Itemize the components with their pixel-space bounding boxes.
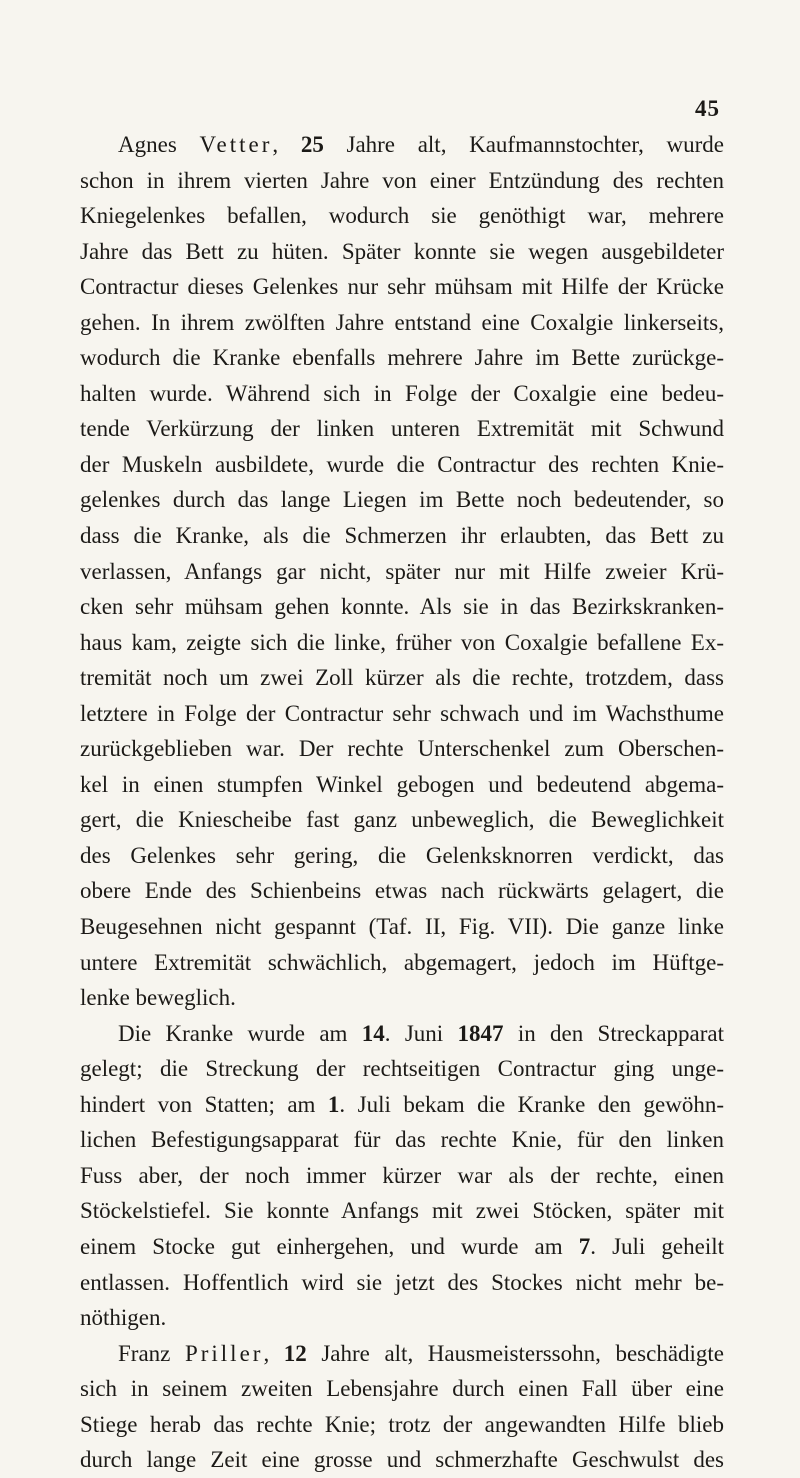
text-segment: cken sehr mühsam gehen konnte. Als sie in das Bezirkskranken- xyxy=(80,594,724,620)
text-line xyxy=(80,1265,724,1301)
text-segment: gehen. In ihrem zwölften Jahre entstand eine Coxalgie linkerseits, xyxy=(80,309,724,335)
text-line xyxy=(80,1300,724,1336)
text-segment: Contractur dieses Gelenkes nur sehr mühsam mit Hilfe der Krücke xyxy=(80,274,724,300)
text-segment: schon in ihrem vierten Jahre von einer Entzündung des rechten xyxy=(80,167,724,193)
text-line xyxy=(80,554,724,590)
text-segment: Beugesehnen nicht gespannt (Taf. II, Fig. VII). Die ganze linke xyxy=(80,914,724,940)
spaced-name: Priller xyxy=(184,1340,264,1366)
text-segment: Kniegelenkes befallen, wodurch sie genöthigt war, mehrere xyxy=(80,203,724,229)
text-segment: der Muskeln ausbildete, wurde die Contractur des rechten Knie- xyxy=(80,451,724,477)
text-segment: tremität noch um zwei Zoll kürzer als die rechte, trotzdem, dass xyxy=(80,665,724,691)
text-segment: kel in einen stumpfen Winkel gebogen und bedeutend abgema- xyxy=(80,771,724,797)
text-line xyxy=(80,1407,724,1443)
bold-number: 1847 xyxy=(457,1020,504,1046)
bold-number: 7 xyxy=(578,1233,591,1259)
text-segment: , xyxy=(263,1340,284,1366)
text-segment: hindert von Statten; am xyxy=(80,1091,328,1117)
text-segment: lichen Befestigungsapparat für das rechte Knie, für den linken xyxy=(80,1127,724,1153)
text-line xyxy=(80,802,724,838)
text-segment: nöthigen. xyxy=(80,1305,167,1331)
text-line xyxy=(80,1051,724,1087)
text-segment: gelenkes durch das lange Liegen im Bette noch bedeutender, so xyxy=(80,487,724,513)
bold-number: 12 xyxy=(283,1340,307,1366)
text-line xyxy=(80,873,724,909)
text-line xyxy=(80,447,724,483)
text-line xyxy=(80,482,724,518)
text-line xyxy=(80,1442,724,1478)
text-line xyxy=(80,945,724,981)
text-segment: Stiege herab das rechte Knie; trotz der angewandten Hilfe blieb xyxy=(80,1411,724,1437)
text-segment: halten wurde. Während sich in Folge der Coxalgie eine bedeu- xyxy=(80,380,724,406)
text-segment: Jahre das Bett zu hüten. Später konnte sie wegen ausgebildeter xyxy=(80,238,724,264)
text-line xyxy=(80,1122,724,1158)
text-line xyxy=(80,518,724,554)
text-segment: . Juli bekam die Kranke den gewöhn- xyxy=(339,1091,724,1117)
text-segment: gelegt; die Streckung der rechtseitigen Contractur ging unge- xyxy=(80,1056,724,1082)
text-segment: wodurch die Kranke ebenfalls mehrere Jahre im Bette zurückge- xyxy=(80,345,724,371)
text-line xyxy=(80,163,724,199)
text-line xyxy=(80,838,724,874)
text-line xyxy=(80,1087,724,1123)
text-segment: Franz xyxy=(118,1340,185,1366)
text-line xyxy=(80,696,724,732)
text-line xyxy=(80,340,724,376)
text-line xyxy=(80,660,724,696)
text-line xyxy=(80,1229,724,1265)
text-line xyxy=(80,305,724,341)
text-line xyxy=(80,1158,724,1194)
text-segment: Jahre alt, Kaufmannstochter, wurde xyxy=(323,132,724,157)
text-segment: verlassen, Anfangs gar nicht, später nur mit Hilfe zweier Krü- xyxy=(80,558,724,584)
text-segment: Die Kranke wurde am xyxy=(118,1020,362,1046)
text-segment: gert, die Kniescheibe fast ganz unbeweglich, die Beweglichkeit xyxy=(80,807,724,833)
text-line xyxy=(80,376,724,412)
text-line xyxy=(80,411,724,447)
text-segment: Agnes xyxy=(118,132,200,157)
text-line xyxy=(80,980,724,1016)
text-line xyxy=(80,731,724,767)
text-segment: dass die Kranke, als die Schmerzen ihr erlaubten, das Bett zu xyxy=(80,523,724,549)
text-segment: einem Stocke gut einhergehen, und wurde am xyxy=(80,1233,579,1259)
text-line xyxy=(80,909,724,945)
text-segment: haus kam, zeigte sich die linke, früher von Coxalgie befallene Ex- xyxy=(80,629,724,655)
page-number: 45 xyxy=(695,96,720,121)
spaced-name: Vetter xyxy=(199,132,273,157)
text-line xyxy=(80,269,724,305)
text-line xyxy=(80,1371,724,1407)
text-line xyxy=(80,767,724,803)
text-segment: in den Streckapparat xyxy=(503,1020,724,1046)
text-line xyxy=(80,625,724,661)
text-line xyxy=(80,1336,724,1372)
text-segment: tende Verkürzung der linken unteren Extremität mit Schwund xyxy=(80,416,724,442)
text-line xyxy=(80,1193,724,1229)
text-segment: lenke beweglich. xyxy=(80,985,236,1011)
text-segment: durch lange Zeit eine grosse und schmerzhafte Geschwulst des xyxy=(80,1447,724,1473)
text-line xyxy=(80,198,724,234)
bold-number: 25 xyxy=(300,132,324,157)
text-segment: des Gelenkes sehr gering, die Gelenksknorren verdickt, das xyxy=(80,842,724,868)
text-segment: sich in seinem zweiten Lebensjahre durch einen Fall über eine xyxy=(80,1376,724,1402)
text-segment: letztere in Folge der Contractur sehr schwach und im Wachsthume xyxy=(80,700,724,726)
body-text xyxy=(80,127,724,1478)
text-line xyxy=(80,234,724,270)
text-line xyxy=(80,127,724,163)
text-segment: . Juni xyxy=(384,1020,458,1046)
text-segment: Fuss aber, der noch immer kürzer war als der rechte, einen xyxy=(80,1162,724,1188)
bold-number: 14 xyxy=(361,1020,385,1046)
text-line xyxy=(80,589,724,625)
text-segment: zurückgeblieben war. Der rechte Unterschenkel zum Oberschen- xyxy=(80,736,724,762)
text-segment: obere Ende des Schienbeins etwas nach rückwärts gelagert, die xyxy=(80,878,724,904)
text-segment: entlassen. Hoffentlich wird sie jetzt des Stockes nicht mehr be- xyxy=(80,1269,724,1295)
text-segment: Stöckelstiefel. Sie konnte Anfangs mit zwei Stöcken, später mit xyxy=(80,1198,724,1224)
text-segment: , xyxy=(272,132,301,157)
bold-number: 1 xyxy=(327,1091,340,1117)
text-segment: . Juli geheilt xyxy=(590,1233,724,1259)
text-segment: untere Extremität schwächlich, abgemagert, jedoch im Hüftge- xyxy=(80,949,724,975)
text-line xyxy=(80,1016,724,1052)
text-segment: Jahre alt, Hausmeisterssohn, beschädigte xyxy=(306,1340,724,1366)
